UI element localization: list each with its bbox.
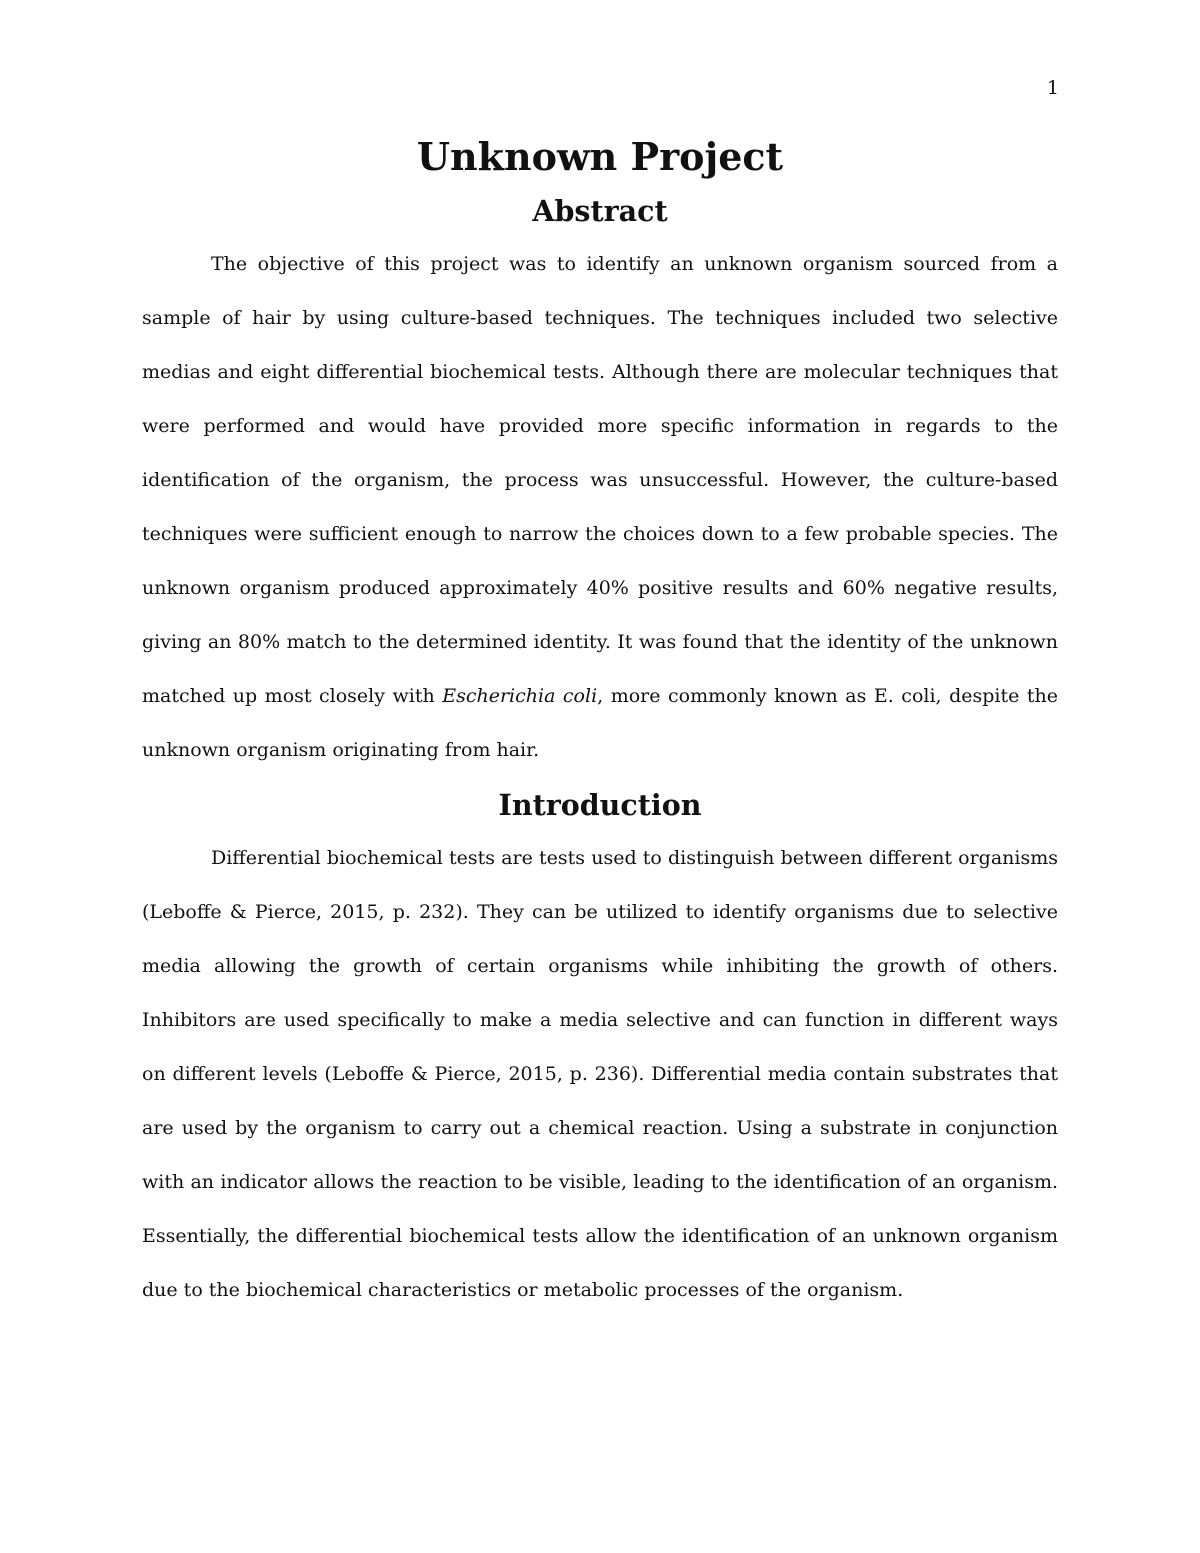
abstract-text-part-2: , more commonly known as E. coli, despite the unknown organism originating from hair. bbox=[142, 685, 1058, 761]
abstract-text-part-1: The objective of this project was to identify an unknown organism sourced from a sample of hair by using culture-based techniques. The techniques included two selective medias and eight differential biochemical tests. Although there are molecular techniques that were performed and would have provided more specific information in regards to the identification of the organism, the process was unsuccessful. However, the culture-based techniques were sufficient enough to narrow the choices down to a few probable species. The unknown organism produced approximately 40% positive results and 60% negative results, giving an 80% match to the determined identity. It was found that the identity of the unknown matched up most closely with bbox=[142, 253, 1058, 707]
introduction-paragraph: Differential biochemical tests are tests used to distinguish between different organisms (Leboffe & Pierce, 2015, p. 232). They can be utilized to identify organisms due to selective media allowing the growth of certain organisms while inhibiting the growth of others. Inhibitors are used specifically to make a media selective and can function in different ways on different levels (Leboffe & Pierce, 2015, p. 236). Differential media contain substrates that are used by the organism to carry out a chemical reaction. Using a substrate in conjunction with an indicator allows the reaction to be visible, leading to the identification of an organism. Essentially, the differential biochemical tests allow the identification of an unknown organism due to the biochemical characteristics or metabolic processes of the organism. bbox=[142, 847, 1058, 1301]
document-body bbox=[142, 134, 1058, 1329]
species-name-italic: Escherichia coli bbox=[442, 685, 598, 707]
document-title: Unknown Project bbox=[416, 134, 784, 179]
abstract-heading: Abstract bbox=[532, 194, 668, 228]
abstract-paragraph bbox=[142, 237, 1058, 777]
page-number: 1 bbox=[1046, 77, 1059, 99]
introduction-heading: Introduction bbox=[498, 788, 702, 822]
